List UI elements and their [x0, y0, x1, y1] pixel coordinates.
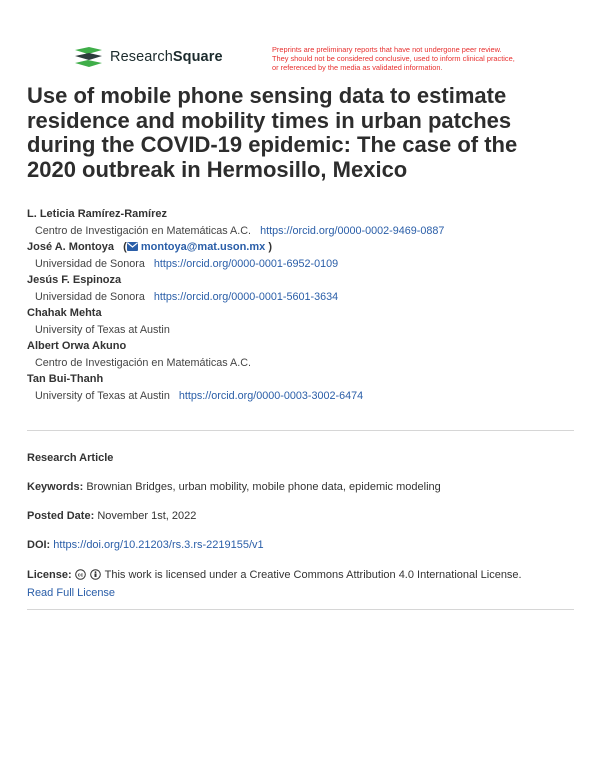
license-text: This work is licensed under a Creative Commons Attribution 4.0 International License. [104, 569, 522, 581]
author-affiliation-row [27, 387, 587, 405]
author-name: José A. Montoya [27, 241, 114, 253]
by-attribution-icon [90, 569, 101, 580]
preprint-notice-line: They should not be considered conclusive, used to inform clinical practice, [272, 54, 515, 63]
preprint-notice-line: Preprints are preliminary reports that have not undergone peer review. [272, 45, 502, 54]
orcid-link[interactable]: https://orcid.org/0000-0003-3002-6474 [178, 390, 364, 402]
posted-date-label: Posted Date: [27, 510, 95, 522]
doi-link[interactable]: https://doi.org/10.21203/rs.3.rs-2219155/v1 [53, 539, 264, 551]
logo-brand-square: Square [172, 49, 223, 65]
logo-brand-research: Research [110, 49, 173, 65]
author-name: Jesús F. Espinoza [27, 274, 122, 286]
author-affiliation: Centro de Investigación en Matemáticas A.C. [35, 225, 252, 237]
posted-date-value: November 1st, 2022 [97, 510, 197, 522]
keywords-label: Keywords: [27, 481, 84, 493]
author-affiliation: University of Texas at Austin [35, 390, 170, 402]
divider [27, 609, 574, 610]
orcid-link[interactable]: https://orcid.org/0000-0001-5601-3634 [153, 291, 339, 303]
posted-date-row [27, 510, 196, 522]
license-label: License: [27, 569, 72, 581]
read-license-row [27, 587, 115, 599]
cc-icon [75, 569, 86, 580]
research-square-logo[interactable] [74, 46, 223, 68]
doi-label: DOI: [27, 539, 51, 551]
article-type [27, 452, 113, 464]
author-name: Albert Orwa Akuno [27, 340, 127, 352]
svg-text:cc: cc [77, 572, 83, 579]
author-affiliation-row [27, 255, 587, 273]
article-type-value: Research Article [27, 452, 114, 464]
author-affiliation-row [27, 222, 587, 240]
license-row [27, 569, 522, 581]
preprint-notice-line: or referenced by the media as validated information. [272, 63, 443, 72]
envelope-icon [127, 242, 138, 251]
author-name: Tan Bui-Thanh [27, 373, 104, 385]
author-affiliation-row [27, 354, 587, 372]
email-paren-close: ) [265, 241, 272, 253]
keywords-value: Brownian Bridges, urban mobility, mobile phone data, epidemic modeling [86, 481, 441, 493]
author-name-row [27, 240, 587, 255]
logo-text [110, 49, 223, 65]
author-affiliation: Centro de Investigación en Matemáticas A.C. [35, 357, 252, 369]
author-list [27, 207, 587, 405]
author-affiliation: University of Texas at Austin [35, 324, 170, 336]
orcid-link[interactable]: https://orcid.org/0000-0002-9469-0887 [260, 225, 445, 237]
doi-row [27, 539, 264, 551]
author-affiliation-row [27, 288, 587, 306]
author-name: L. Leticia Ramírez-Ramírez [27, 208, 167, 220]
paper-title: Use of mobile phone sensing data to estimate residence and mobility times in urban patches during the COVID-19 epidemic: The case of the 2020 outbreak in Hermosillo, Mexico [27, 83, 518, 182]
author-affiliation-row [27, 321, 587, 339]
author-email: montoya@mat.uson.mx [140, 241, 266, 253]
read-full-license-link[interactable]: Read Full License [27, 587, 116, 599]
keywords-row [27, 481, 441, 493]
author-affiliation: Universidad de Sonora [35, 258, 145, 270]
research-square-logo-icon [74, 46, 103, 68]
author-affiliation: Universidad de Sonora [35, 291, 145, 303]
orcid-link[interactable]: https://orcid.org/0000-0001-6952-0109 [153, 258, 339, 270]
author-name: Chahak Mehta [27, 307, 102, 319]
preprint-notice [272, 45, 542, 72]
divider [27, 430, 574, 431]
author-email-link[interactable] [127, 241, 265, 253]
email-paren-open: ( [117, 241, 127, 253]
